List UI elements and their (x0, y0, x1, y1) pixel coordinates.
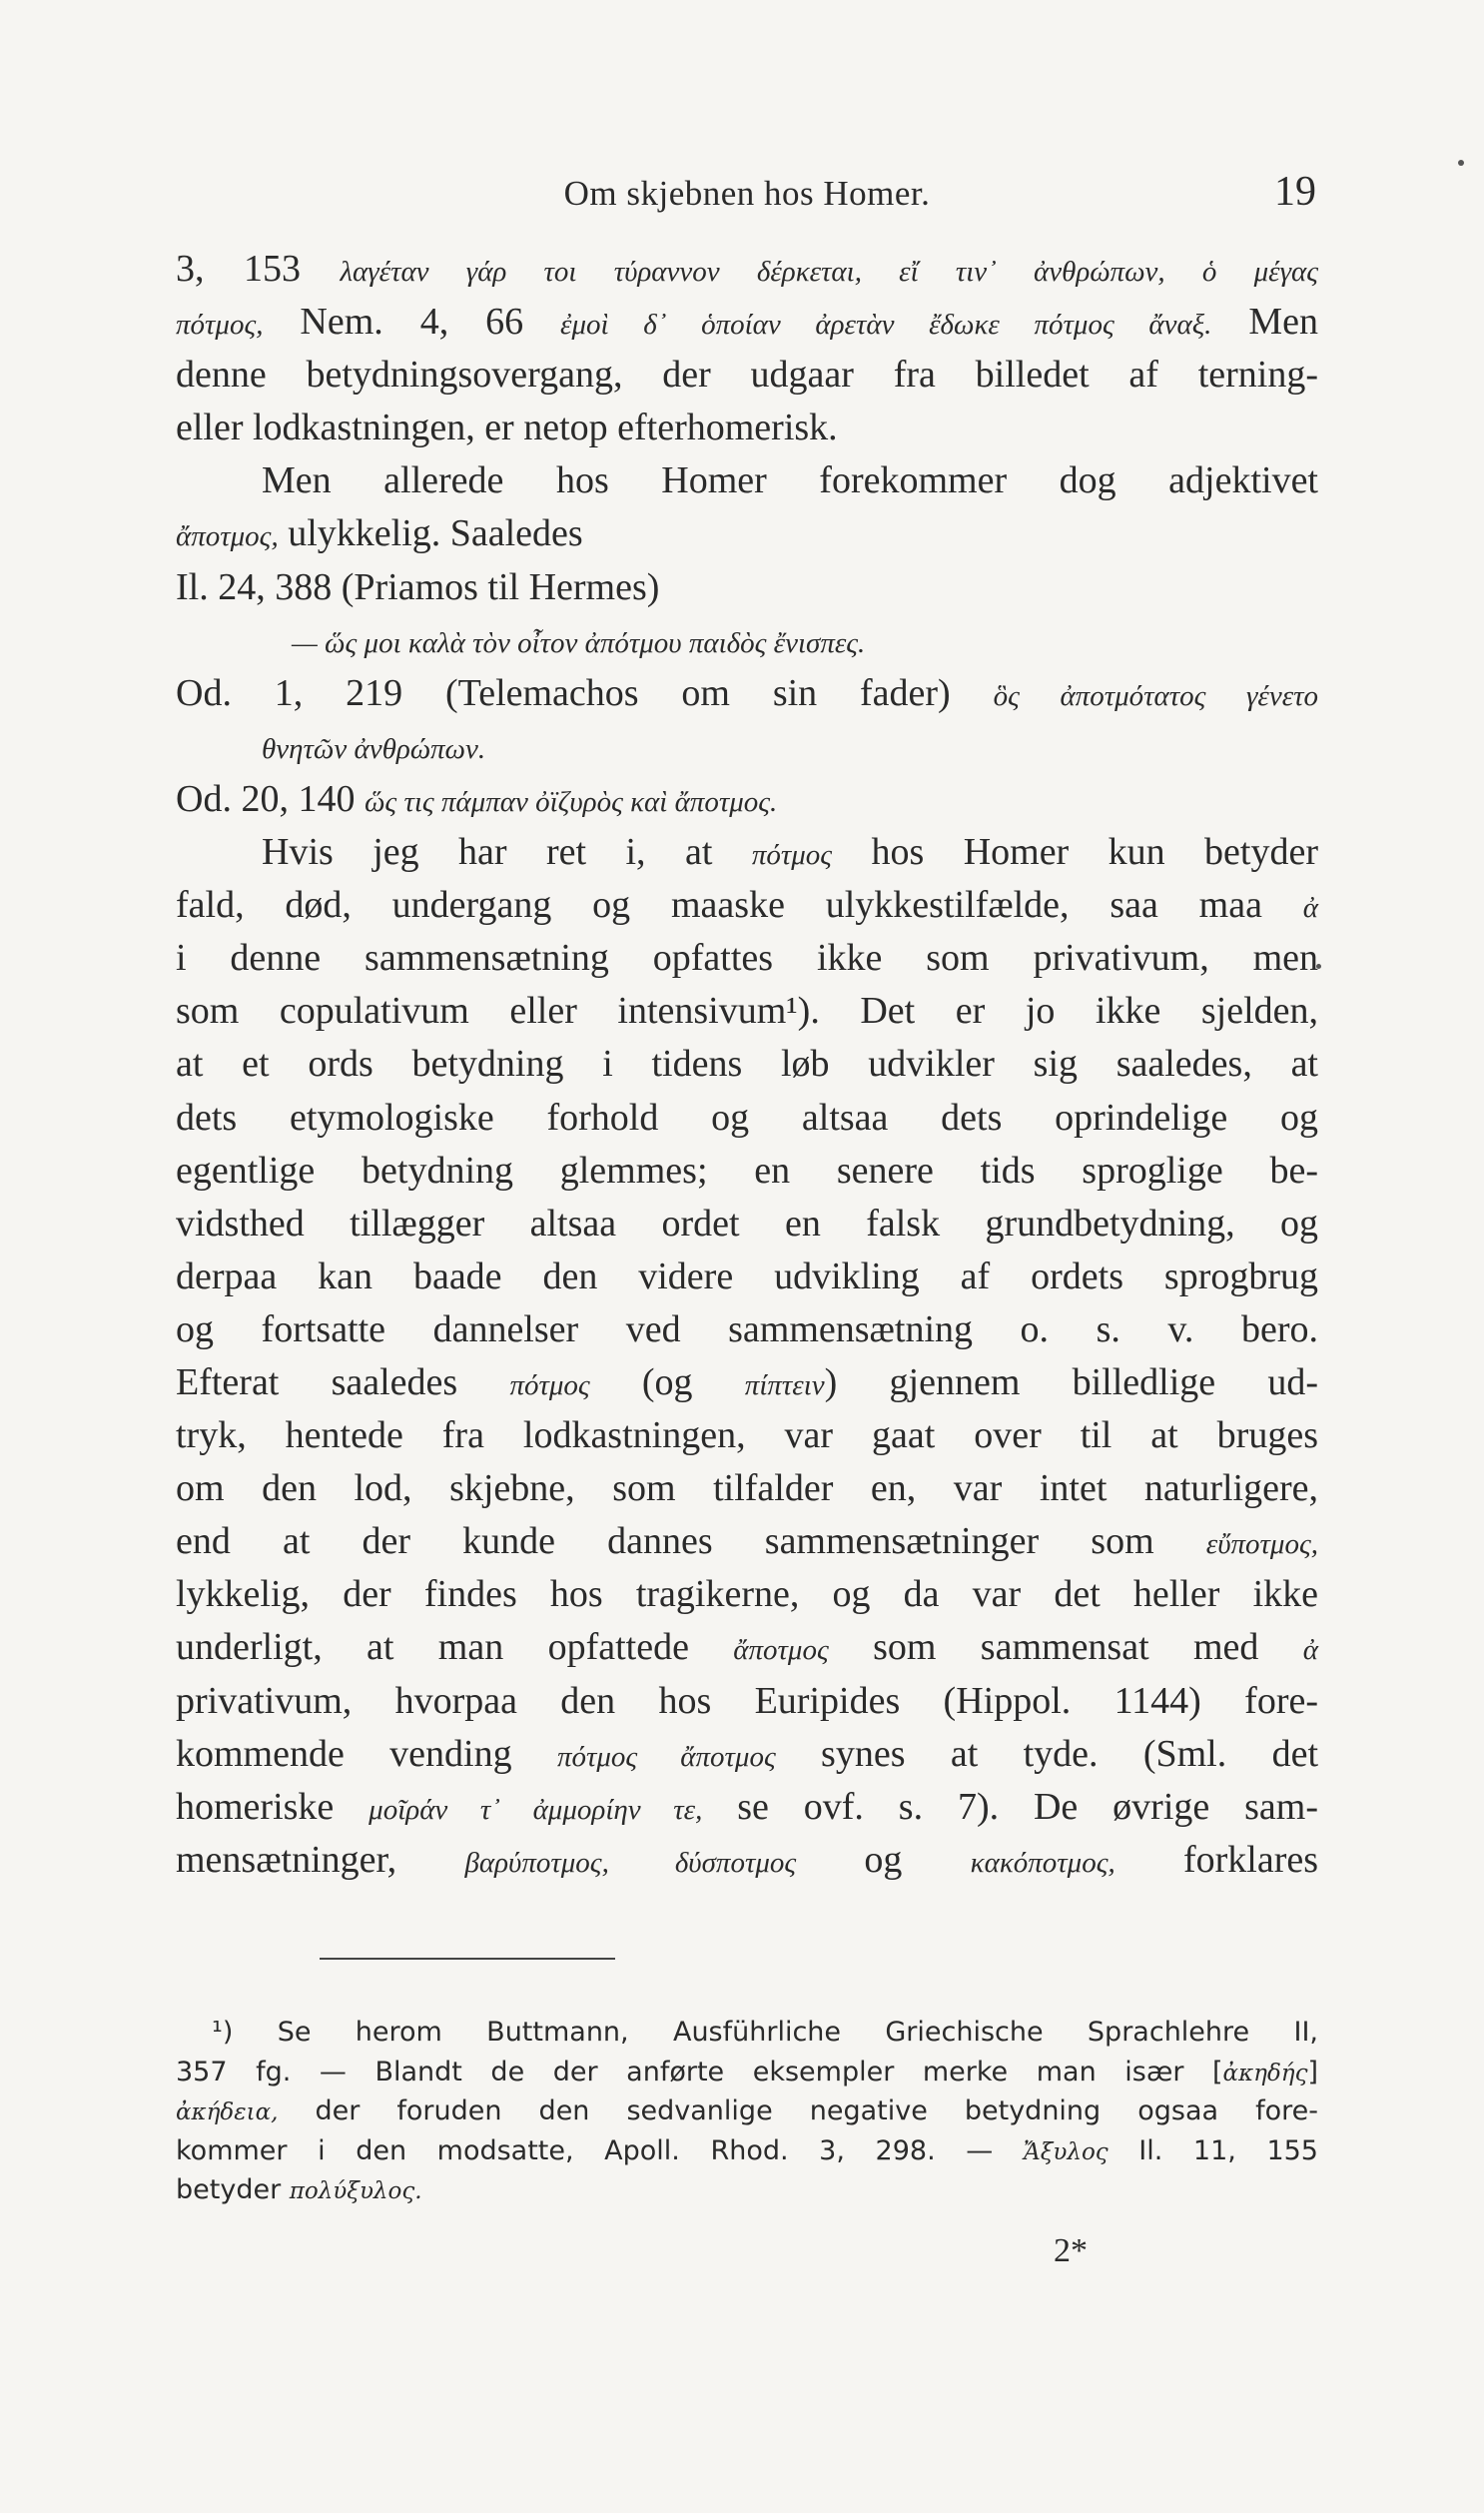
body-line (176, 1621, 1318, 1674)
text-run: kommende vending (176, 1732, 557, 1775)
greek-text: ἀ (1302, 892, 1318, 925)
footnote-line (176, 2053, 1318, 2093)
body-line (176, 826, 1318, 879)
footnote-line (176, 2170, 1318, 2210)
greek-text: πίπτειν (744, 1368, 825, 1401)
body-line (176, 1675, 1318, 1728)
footnote-line (176, 2092, 1318, 2131)
body-line (176, 879, 1318, 932)
greek-text: μοῖράν τ᾽ ἀμμορίην τε, (369, 1793, 703, 1826)
footnote-line (176, 2131, 1318, 2171)
text-run: tryk, hentede fra lodkastningen, var gaat over til at bruges (176, 1414, 1318, 1457)
body-line (176, 1198, 1318, 1251)
page-number: 19 (1274, 169, 1316, 215)
text-run: privativum, hvorpaa den hos Euripides (Hippol. 1144) fore- (176, 1679, 1318, 1722)
body-line (176, 1728, 1318, 1781)
greek-text: βαρύποτμος, δύσποτμος (464, 1846, 797, 1879)
text-run: Efterat saaledes (176, 1360, 510, 1403)
greek-text: πότμος (509, 1368, 590, 1401)
text-run: dets etymologiske forhold og altsaa dets oprindelige og (176, 1096, 1318, 1139)
footnote-line (176, 2013, 1318, 2053)
text-run: hos Homer kun betyder (832, 831, 1318, 874)
running-title: Om skjebnen hos Homer. (563, 174, 931, 213)
body-line (176, 1356, 1318, 1409)
text-run: Nem. 4, 66 (263, 301, 561, 344)
greek-text: ὥς τις πάμπαν ὀϊζυρὸς καὶ ἄποτμος. (364, 785, 778, 818)
body-line (176, 773, 1318, 826)
greek-text: ἀ (1302, 1634, 1318, 1667)
body-line (176, 614, 1318, 667)
text-run: betyder (176, 2174, 290, 2205)
body-line (176, 932, 1318, 985)
text-run: derpaa kan baade den videre udvikling af ordets sprogbrug (176, 1255, 1318, 1297)
body-line (176, 1145, 1318, 1198)
text-run: eller lodkastningen, er netop efterhomerisk. (176, 407, 838, 449)
text-run: ) gjennem billedlige ud- (824, 1360, 1319, 1403)
body-line (176, 243, 1318, 296)
greek-text: κακόποτμος, (970, 1846, 1115, 1879)
text-run: Od. 1, 219 (Telemachos om sin fader) (176, 671, 994, 714)
greek-text: ὃς ἀποτμότατος γένετο (993, 679, 1319, 712)
text-run: om den lod, skjebne, som tilfalder en, var intet naturligere, (176, 1467, 1318, 1510)
body-line (176, 985, 1318, 1038)
text-run: vidsthed tillægger altsaa ordet en falsk grundbetydning, og (176, 1202, 1318, 1245)
text-run: Od. 20, 140 (176, 777, 365, 820)
text-run: Men (1211, 301, 1318, 344)
body-line (176, 402, 1318, 454)
greek-text: ἀκήδεια, (176, 2099, 279, 2125)
text-run: i denne sammensætning opfattes ikke som privativum, men (176, 937, 1318, 980)
greek-text: πότμος ἄποτμος (556, 1740, 776, 1773)
greek-text: ἄποτμος, (176, 520, 279, 553)
body-line (176, 1251, 1318, 1303)
greek-text: ἀκηδής (1222, 2060, 1308, 2087)
text-run: ulykkelig. Saaledes (278, 512, 583, 555)
body-line (176, 507, 1318, 560)
greek-text: πότμος (751, 839, 833, 872)
body-line (176, 349, 1318, 402)
body-line (176, 454, 1318, 507)
text-run: ¹) Se herom Buttmann, Ausführliche Griechische Sprachlehre II, (212, 2017, 1318, 2048)
body-line (176, 667, 1318, 720)
greek-text: πότμος, (176, 309, 264, 342)
body-line (176, 1781, 1318, 1834)
body-line (176, 1038, 1318, 1091)
body-line (176, 1409, 1318, 1462)
greek-text: — ὥς μοι καλὰ τὸν οἶτον ἀπότμου παιδὸς ἔνισπες. (292, 626, 866, 659)
text-run: egentlige betydning glemmes; en senere tids sproglige be- (176, 1149, 1318, 1192)
main-text (176, 243, 1318, 1887)
text-run: mensætninger, (176, 1838, 465, 1881)
body-line (176, 1303, 1318, 1356)
greek-text: ἐμοὶ δ᾽ ὁποίαν ἀρετὰν ἔδωκε πότμος ἄναξ. (560, 309, 1212, 342)
text-run: 357 fg. — Blandt de der anførte eksempler merke man især [ (176, 2056, 1223, 2088)
text-run: 3, 153 (176, 248, 341, 290)
body-line (176, 1834, 1318, 1887)
body-line (176, 1568, 1318, 1621)
greek-text: εὔποτμος, (1205, 1528, 1318, 1561)
text-run: som copulativum eller intensivum¹). Det er jo ikke sjelden, (176, 990, 1318, 1033)
greek-text: θνητῶν ἀνθρώπων. (262, 732, 486, 765)
text-run: fald, død, undergang og maaske ulykkestilfælde, saa maa (176, 884, 1303, 927)
body-line (176, 296, 1318, 349)
text-run: at et ords betydning i tidens løb udvikler sig saaledes, at (176, 1043, 1318, 1086)
signature-mark: 2* (1054, 2232, 1088, 2269)
text-run: se ovf. s. 7). De øvrige sam- (702, 1785, 1318, 1828)
page-header (178, 168, 1316, 228)
text-run: som sammensat med (828, 1626, 1303, 1669)
text-run: og fortsatte dannelser ved sammensætning o. s. v. bero. (176, 1307, 1318, 1350)
text-run: og (796, 1838, 971, 1881)
text-run: kommer i den modsatte, Apoll. Rhod. 3, 298. — (176, 2134, 1024, 2166)
body-line (176, 561, 1318, 614)
footnote-rule (320, 1958, 615, 1960)
margin-dot (1458, 160, 1464, 166)
text-run: forklares (1114, 1838, 1319, 1881)
greek-text: λαγέταν γάρ τοι τύραννον δέρκεται, εἴ τιν᾽ ἀνθρώπων, ὁ μέγας (340, 256, 1318, 288)
greek-text: ἄποτμος (733, 1634, 829, 1667)
footnote (176, 2013, 1318, 2210)
greek-text: Ἄξυλος (1023, 2138, 1109, 2165)
text-run: der foruden den sedvanlige negative betydning ogsaa fore- (278, 2095, 1318, 2126)
text-run: Il. 24, 388 (Priamos til Hermes) (176, 565, 660, 608)
text-run: lykkelig, der findes hos tragikerne, og da var det heller ikke (176, 1573, 1318, 1616)
text-run: end at der kunde dannes sammensætninger som (176, 1520, 1206, 1563)
text-run: Men allerede hos Homer forekommer dog adjektivet (262, 459, 1318, 502)
body-line (176, 1092, 1318, 1145)
text-run: homeriske (176, 1785, 370, 1828)
text-run: ] (1307, 2056, 1318, 2088)
text-run: Hvis jeg har ret i, at (262, 831, 752, 874)
text-run: denne betydningsovergang, der udgaar fra billedet af terning- (176, 354, 1318, 397)
body-line (176, 1515, 1318, 1568)
body-line (176, 720, 1318, 773)
text-run: underligt, at man opfattede (176, 1626, 734, 1669)
body-line (176, 1462, 1318, 1515)
text-run: Il. 11, 155 (1108, 2134, 1318, 2166)
text-run: (og (589, 1360, 745, 1403)
greek-text: πολύξυλος. (289, 2178, 422, 2204)
text-run: synes at tyde. (Sml. det (775, 1732, 1318, 1775)
